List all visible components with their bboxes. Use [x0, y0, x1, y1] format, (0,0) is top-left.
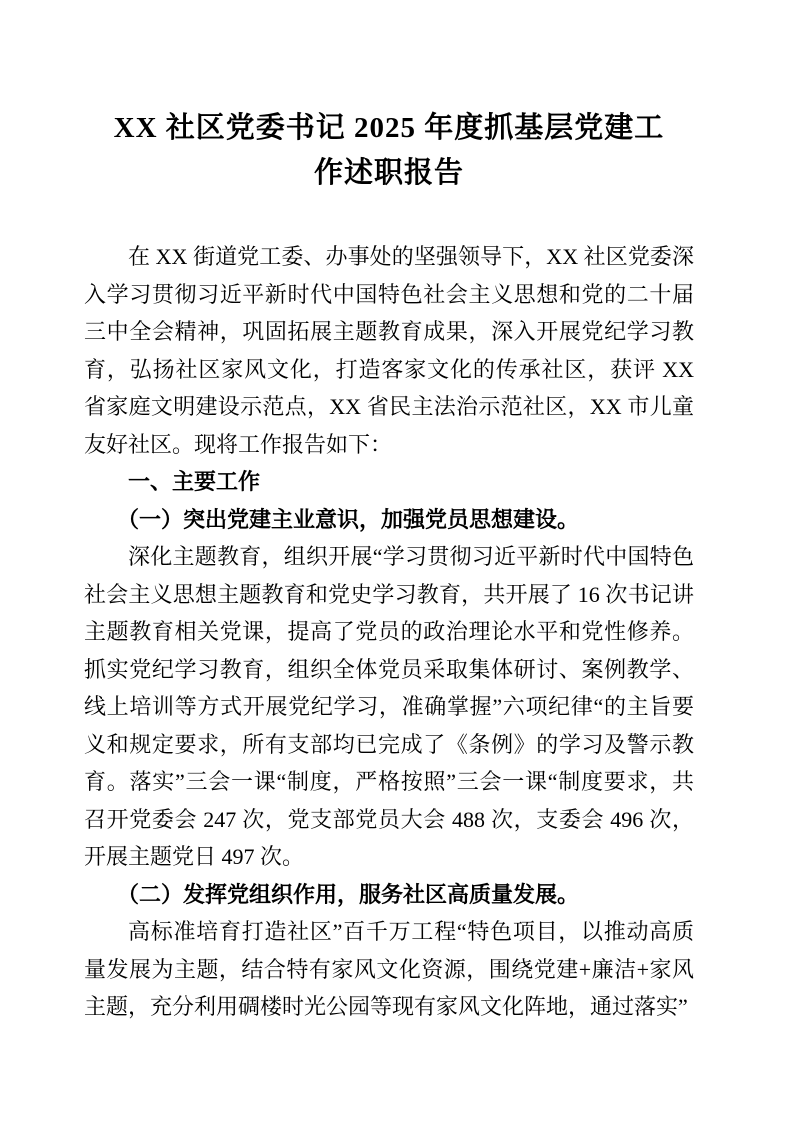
document-title [84, 106, 694, 196]
subsection-heading-1: （一）突出党建主业意识，加强党员思想建设。 [117, 506, 580, 532]
paragraph-party-education: 深化主题教育，组织开展“学习贯彻习近平新时代中国特色社会主义思想主题教育和党史学习教育，共开展了 16 次书记讲主题教育相关党课，提高了党员的政治理论水平和党性修养。抓实党纪学习教育，组织全体党员采取集体研讨、案例教学、线上培训等方式开展党纪学习，准确掌握”六项纪律“的主旨要义和规定要求，所有支部均已完成了《条例》的学习及警示教育。落实”三会一课“制度，严格按照”三会一课“制度要求，共召开党委会 247 次，党支部党员大会 488 次，支委会 496 次，开展主题党日 497 次。 [84, 544, 694, 869]
intro-paragraph: 在 XX 街道党工委、办事处的坚强领导下，XX 社区党委深入学习贯彻习近平新时代中国特色社会主义思想和党的二十届三中全会精神，巩固拓展主题教育成果，深入开展党纪学习教育，弘扬社区家风文化，打造客家文化的传承社区，获评 XX 省家庭文明建设示范点，XX 省民主法治示范社区，XX 市儿童友好社区。现将工作报告如下： [84, 244, 694, 457]
document-title-line-1: XX 社区党委书记 2025 年度抓基层党建工 [113, 112, 665, 144]
paragraph-community-development: 高标准培育打造社区”百千万工程“特色项目，以推动高质量发展为主题，结合特有家风文化资源，围绕党建+廉洁+家风主题，充分利用碉楼时光公园等现有家风文化阵地，通过落实” [84, 919, 694, 1019]
subsection-heading-2: （二）发挥党组织作用，服务社区高质量发展。 [117, 881, 580, 907]
section-heading-main-work: 一、主要工作 [128, 469, 261, 494]
document-title-line-2: 作述职报告 [313, 157, 464, 189]
